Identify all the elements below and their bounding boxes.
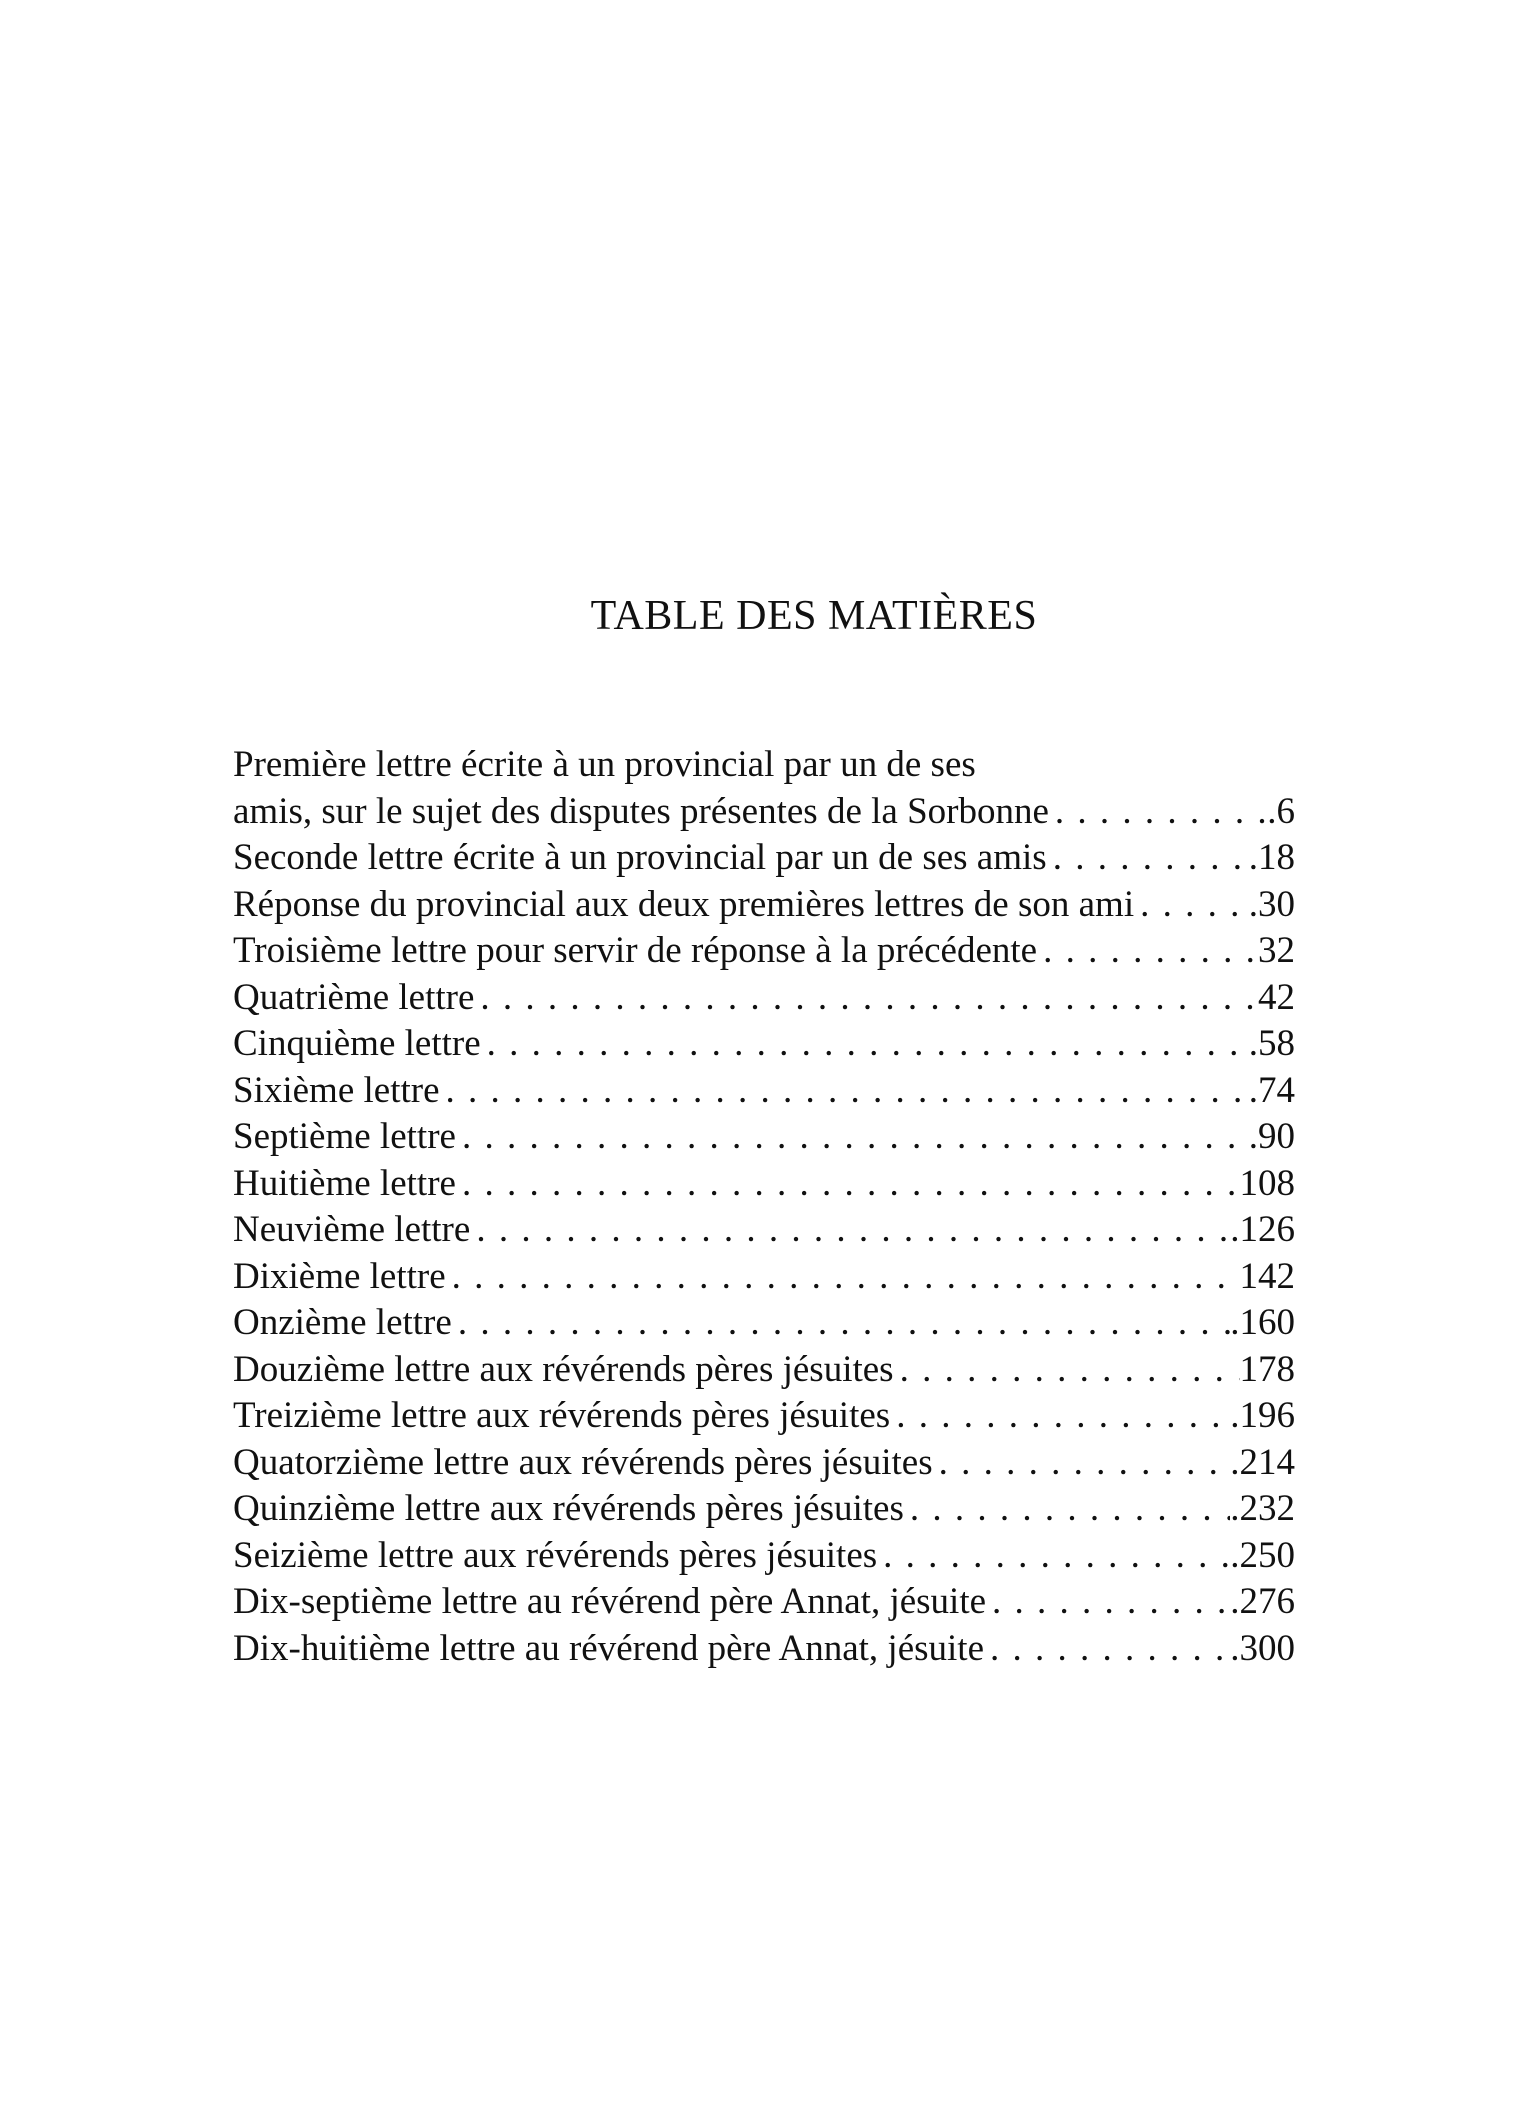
- toc-entry[interactable]: [233, 1440, 1295, 1487]
- toc-entry[interactable]: [233, 1068, 1295, 1115]
- toc-entry[interactable]: [233, 1626, 1295, 1673]
- dot-leader: [446, 1254, 1240, 1301]
- dot-leader: [904, 1486, 1230, 1533]
- toc-entry-title: Treizième lettre aux révérends pères jésuites: [233, 1395, 891, 1436]
- toc-entry-title: Quatorzième lettre aux révérends pères jésuites: [233, 1441, 933, 1483]
- toc-entry[interactable]: [233, 882, 1295, 929]
- toc-entry[interactable]: [233, 928, 1295, 975]
- toc-entry-title: Troisième lettre pour servir de réponse à la précédente: [233, 930, 1038, 971]
- toc-entry-title: Seconde lettre écrite à un provincial par un de ses amis: [233, 837, 1047, 878]
- table-of-contents: [233, 742, 1295, 1672]
- toc-entry[interactable]: [233, 1347, 1295, 1394]
- toc-entry-title: Dix-huitième lettre au révérend père Annat, jésuite: [233, 1627, 985, 1669]
- dot-leader: [474, 975, 1258, 1022]
- toc-entry[interactable]: [233, 1533, 1295, 1580]
- toc-entry-page: .6: [1267, 790, 1295, 832]
- toc-entry-page: .126: [1230, 1209, 1295, 1250]
- toc-entry[interactable]: [233, 835, 1295, 882]
- toc-entry[interactable]: [233, 1161, 1295, 1208]
- toc-entry-title: Dixième lettre: [233, 1255, 446, 1297]
- toc-entry-title-line1: Première lettre écrite à un provincial par un de ses: [233, 744, 976, 785]
- dot-leader: [984, 1626, 1230, 1673]
- toc-entry-page: .160: [1230, 1302, 1295, 1343]
- toc-entry-page: .214: [1230, 1441, 1295, 1483]
- toc-entry-page: .58: [1248, 1023, 1295, 1064]
- dot-leader: [440, 1068, 1249, 1115]
- dot-leader: [986, 1579, 1230, 1626]
- toc-entry-title: Dix-septième lettre au révérend père Annat, jésuite: [233, 1581, 987, 1622]
- toc-entry-page: .276: [1230, 1581, 1295, 1622]
- toc-entry-page: 42: [1258, 976, 1295, 1018]
- toc-entry[interactable]: [233, 1114, 1295, 1161]
- dot-leader: [1037, 928, 1258, 975]
- toc-entry-title: Quatrième lettre: [233, 976, 475, 1018]
- page-title: TABLE DES MATIÈRES: [590, 593, 1038, 639]
- dot-leader: [877, 1533, 1230, 1580]
- toc-entry-page: .250: [1230, 1534, 1295, 1576]
- toc-entry-title: Huitième lettre: [233, 1162, 456, 1204]
- dot-leader: [470, 1207, 1230, 1254]
- toc-entry-page: .18: [1248, 837, 1295, 878]
- toc-entry-page: .196: [1230, 1395, 1295, 1436]
- toc-entry-title: Cinquième lettre: [233, 1023, 481, 1064]
- dot-leader: [1049, 789, 1267, 836]
- toc-entry[interactable]: [233, 1300, 1295, 1347]
- toc-entry[interactable]: [233, 1486, 1295, 1533]
- toc-entry-title: Seizième lettre aux révérends pères jésuites: [233, 1534, 878, 1576]
- toc-entry-line: [233, 789, 1295, 836]
- toc-entry-first-line: [233, 742, 1295, 789]
- toc-entry-title: Réponse du provincial aux deux premières lettres de son ami: [233, 883, 1135, 925]
- toc-entry[interactable]: [233, 1254, 1295, 1301]
- dot-leader: [456, 1114, 1249, 1161]
- toc-entry-title: Neuvième lettre: [233, 1209, 471, 1250]
- toc-entry[interactable]: [233, 742, 1295, 835]
- toc-entry-title: Onzième lettre: [233, 1302, 452, 1343]
- toc-entry-page: 32: [1258, 930, 1295, 971]
- toc-entry-title: Quinzième lettre aux révérends pères jésuites: [233, 1488, 904, 1529]
- toc-entry[interactable]: [233, 975, 1295, 1022]
- toc-entry-page: 108: [1239, 1162, 1295, 1204]
- toc-entry-title: amis, sur le sujet des disputes présentes de la Sorbonne: [233, 790, 1049, 832]
- toc-entry[interactable]: [233, 1579, 1295, 1626]
- dot-leader: [452, 1300, 1230, 1347]
- toc-entry-title: Sixième lettre: [233, 1069, 440, 1111]
- dot-leader: [481, 1021, 1249, 1068]
- toc-entry-page: .30: [1248, 883, 1295, 925]
- toc-entry-page: 142: [1239, 1255, 1295, 1297]
- dot-leader: [933, 1440, 1231, 1487]
- toc-entry-title: Douzième lettre aux révérends pères jésuites: [233, 1348, 894, 1390]
- toc-entry-page: .90: [1248, 1116, 1295, 1157]
- dot-leader: [1047, 835, 1249, 882]
- toc-entry-page: .232: [1230, 1488, 1295, 1529]
- toc-entry-title: Septième lettre: [233, 1116, 456, 1157]
- toc-entry[interactable]: [233, 1207, 1295, 1254]
- toc-entry[interactable]: [233, 1021, 1295, 1068]
- toc-entry-page: .300: [1230, 1627, 1295, 1669]
- dot-leader: [456, 1161, 1240, 1208]
- dot-leader: [890, 1393, 1230, 1440]
- dot-leader: [1134, 882, 1249, 929]
- toc-entry-page: 178: [1239, 1348, 1295, 1390]
- toc-entry[interactable]: [233, 1393, 1295, 1440]
- toc-entry-page: .74: [1248, 1069, 1295, 1111]
- dot-leader: [894, 1347, 1240, 1394]
